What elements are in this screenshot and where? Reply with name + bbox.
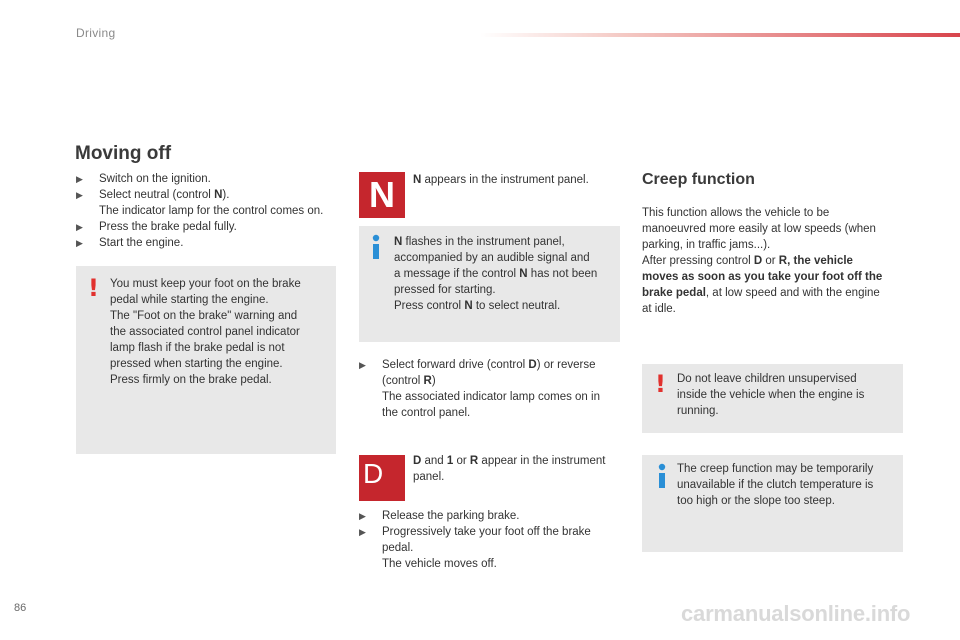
final-steps <box>359 508 621 572</box>
header-rule <box>480 33 960 37</box>
info-icon <box>656 463 668 489</box>
n-appears-text: N appears in the instrument panel. <box>413 174 589 186</box>
section-title: Driving <box>76 26 116 40</box>
creep-title: Creep function <box>642 171 755 188</box>
list-item: ▶ Progressively take your foot off the brake pedal. The vehicle moves off. <box>359 526 591 570</box>
list-item: ▶ Switch on the ignition. <box>76 173 211 185</box>
brake-warning-text: You must keep your foot on the brake pedal while starting the engine. The "Foot on the brake" warning and the associated control panel indicator lamp flash if the brake pedal is not pressed when starting the engine. Press firmly on the brake pedal. <box>110 278 301 386</box>
neutral-info-text: N flashes in the instrument panel, accompanied by an audible signal and a message if the control N has not been pressed for starting. Press control N to select neutral. <box>394 236 598 312</box>
drive-lamp-label: D <box>363 458 384 489</box>
brake-warning-panel <box>76 266 336 454</box>
arrow-bullet-icon: ▶ <box>359 527 366 537</box>
neutral-info-panel <box>359 226 620 342</box>
page-number: 86 <box>14 602 27 614</box>
list-item: ▶ Start the engine. <box>76 237 184 249</box>
moving-off-steps <box>76 171 341 251</box>
creep-info-panel <box>642 455 903 552</box>
list-item: ▶ Press the brake pedal fully. <box>76 221 237 233</box>
arrow-bullet-icon: ▶ <box>359 360 366 370</box>
page-title: Moving off <box>75 143 172 164</box>
info-icon <box>370 234 382 260</box>
arrow-bullet-icon: ▶ <box>359 511 366 521</box>
drive-lamp-icon <box>359 455 405 501</box>
creep-description: This function allows the vehicle to be manoeuvred more easily at low speeds (when parking, in traffic jams...). After pressing control D or R, the vehicle moves as soon as you take your foot off the brake pedal, at low speed and with the engine at idle. <box>642 207 883 315</box>
select-drive-step: ▶ Select forward drive (control D) or reverse (control R) The associated indicator lamp comes on in the control panel. <box>359 359 600 419</box>
list-item: ▶ Release the parking brake. <box>359 510 520 522</box>
watermark: carmanualsonline.info <box>681 601 911 626</box>
gear-appear-text: D and 1 or R appear in the instrument panel. <box>413 455 606 483</box>
arrow-bullet-icon: ▶ <box>76 174 83 184</box>
children-warning-text: Do not leave children unsupervised inside the vehicle when the engine is running. <box>677 373 865 417</box>
arrow-bullet-icon: ▶ <box>76 222 83 232</box>
arrow-bullet-icon: ▶ <box>76 238 83 248</box>
creep-info-text: The creep function may be temporarily unavailable if the clutch temperature is too high or the slope too steep. <box>677 463 874 507</box>
warning-icon: ! <box>655 370 666 398</box>
children-warning-panel <box>642 364 903 433</box>
warning-icon: ! <box>88 274 99 302</box>
list-item: ▶ Select neutral (control N). The indicator lamp for the control comes on. <box>76 189 324 217</box>
arrow-bullet-icon: ▶ <box>76 190 83 200</box>
neutral-lamp-icon: N <box>359 172 405 218</box>
